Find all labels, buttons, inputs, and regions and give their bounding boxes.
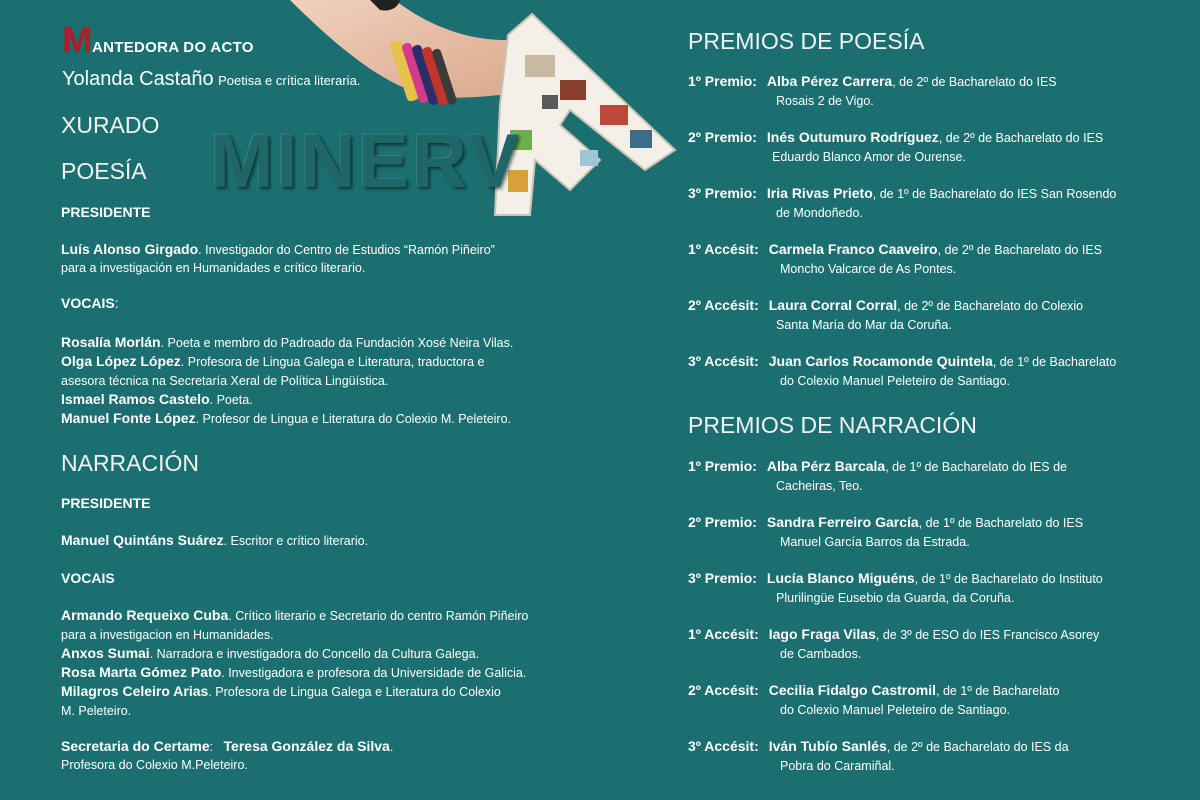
narration-president-desc: . Escritor e crítico literario.: [223, 534, 369, 548]
prize-winner-school-line2: Cacheiras, Teo.: [776, 479, 863, 493]
list-item: Anxos Sumai. Narradora e investigadora do Concello da Cultura Galega.: [61, 645, 480, 661]
narration-jury-heading: NARRACIÓN: [61, 450, 200, 476]
minerva-logo: MINERV: [210, 119, 523, 204]
narration-vocals-label: VOCAIS: [61, 570, 115, 586]
list-item: Manuel Fonte López. Profesor de Lingua e Literatura do Colexio M. Peleteiro.: [61, 410, 512, 426]
poetry-vocals-label-row: [61, 295, 119, 313]
secretary-dot: .: [389, 740, 394, 754]
prize-label: 2º Accésit:: [688, 682, 759, 698]
poetry-president-label: PRESIDENTE: [61, 204, 151, 220]
list-item: Milagros Celeiro Arias. Profesora de Lingua Galega e Literatura do Colexio: [61, 683, 501, 699]
list-item: [688, 625, 1168, 664]
prize-winner-school-line2: Rosais 2 de Vigo.: [776, 94, 874, 108]
prize-winner-name: Cecilia Fidalgo Castromil: [768, 682, 937, 698]
list-item: [688, 296, 1168, 335]
poetry-president: [61, 240, 581, 277]
secretary-desc: Profesora do Colexio M.Peleteiro.: [61, 758, 248, 772]
prize-winner-name: Alba Pérez Carrera: [766, 73, 893, 89]
poetry-jury-heading: POESÍA: [61, 158, 147, 184]
prize-winner-school: , de 1º de Bacharelato do IES: [918, 516, 1084, 530]
narration-president-label: PRESIDENTE: [61, 495, 151, 511]
prize-winner-school-line2: Moncho Valcarce de As Pontes.: [780, 262, 957, 276]
poetry-vocals-list: [61, 333, 601, 428]
prize-winner-school: , de 2º de Bacharelato do IES da: [886, 740, 1069, 754]
list-item: [688, 72, 1168, 111]
prize-winner-name: Inés Outumuro Rodríguez: [766, 129, 939, 145]
prize-winner-name: Sandra Ferreiro García: [766, 514, 919, 530]
prize-winner-school: , de 2º de Bacharelato do IES: [892, 75, 1057, 89]
prize-label: 2º Premio:: [688, 514, 757, 530]
host-title-rest: ANTEDORA DO ACTO: [92, 39, 254, 56]
prize-winner-school-line2: de Mondoñedo.: [776, 206, 863, 220]
secretary-sep: :: [209, 740, 224, 754]
host-desc: Poetisa e crítica literaria.: [218, 73, 361, 88]
prize-label: 3º Premio:: [688, 570, 757, 586]
host-title: [62, 19, 254, 60]
list-item: Rosa Marta Gómez Pato. Investigadora e profesora da Universidade de Galicia.: [61, 664, 527, 680]
list-item: para a investigacion en Humanidades.: [61, 628, 274, 642]
list-item: [688, 681, 1168, 720]
prize-winner-name: Carmela Franco Caaveiro: [768, 241, 938, 257]
prize-winner-school: , de 1º de Bacharelato do IES de: [885, 460, 1067, 474]
list-item: [688, 184, 1168, 223]
poetry-vocals-label: VOCAIS: [61, 295, 115, 311]
host-title-initial: M: [62, 19, 92, 60]
host-name: Yolanda Castaño: [62, 68, 214, 90]
prize-label: 3º Accésit:: [688, 353, 759, 369]
list-item: Olga López López. Profesora de Lingua Galega e Literatura, traductora e: [61, 353, 485, 369]
list-item: [688, 240, 1168, 279]
narration-president-name: Manuel Quintáns Suárez: [61, 532, 224, 548]
prize-winner-school-line2: de Cambados.: [780, 647, 862, 661]
secretary-block: [61, 737, 601, 774]
prize-label: 1º Accésit:: [688, 241, 759, 257]
prize-label: 1º Premio:: [688, 73, 757, 89]
jury-heading: XURADO: [61, 112, 160, 138]
prize-label: 2º Accésit:: [688, 297, 759, 313]
list-item: [688, 569, 1168, 608]
prize-winner-name: Iván Tubío Sanlés: [768, 738, 887, 754]
list-item: [688, 737, 1168, 776]
poetry-prizes-heading: PREMIOS DE POESÍA: [688, 28, 925, 54]
poetry-president-name: Luís Alonso Girgado: [61, 241, 199, 257]
poetry-president-desc: . Investigador do Centro de Estudios “Ramón Piñeiro”: [198, 243, 495, 257]
prize-winner-school: , de 1º de Bacharelato do Instituto: [914, 572, 1103, 586]
list-item: [688, 513, 1168, 552]
narration-vocals-list: [61, 606, 601, 720]
list-item: Rosalía Morlán. Poeta e membro do Padroado da Fundación Xosé Neira Vilas.: [61, 334, 514, 350]
prize-label: 1º Accésit:: [688, 626, 759, 642]
narration-prizes-heading: PREMIOS DE NARRACIÓN: [688, 412, 977, 438]
list-item: [688, 128, 1168, 167]
host-line: [62, 68, 360, 91]
list-item: [688, 457, 1168, 496]
prize-winner-school-line2: Santa María do Mar da Coruña.: [776, 318, 952, 332]
prize-winner-school: , de 2º de Bacharelato do IES: [938, 131, 1104, 145]
secretary-label: Secretaria do Certame: [61, 738, 210, 754]
prize-label: 3º Accésit:: [688, 738, 759, 754]
prize-label: 2º Premio:: [688, 129, 757, 145]
prize-winner-school-line2: Pobra do Caramiñal.: [780, 759, 895, 773]
prize-winner-school-line2: Eduardo Blanco Amor de Ourense.: [772, 150, 966, 164]
prize-winner-name: Alba Pérz Barcala: [766, 458, 886, 474]
prize-winner-school: , de 1º de Bacharelato: [992, 355, 1117, 369]
list-item: [688, 352, 1168, 391]
prize-winner-school-line2: Plurilingüe Eusebio da Guarda, da Coruña.: [776, 591, 1015, 605]
prize-winner-name: Iria Rivas Prieto: [766, 185, 873, 201]
prize-winner-school-line2: Manuel García Barros da Estrada.: [780, 535, 970, 549]
prize-winner-school-line2: do Colexio Manuel Peleteiro de Santiago.: [780, 374, 1011, 388]
prize-winner-school: , de 3º de ESO do IES Francisco Asorey: [875, 628, 1100, 642]
list-item: Armando Requeixo Cuba. Crítico literario e Secretario do centro Ramón Piñeiro: [61, 607, 529, 623]
prize-label: 3º Premio:: [688, 185, 757, 201]
prize-winner-school: , de 2º de Bacharelato do IES: [937, 243, 1103, 257]
prize-winner-name: Laura Corral Corral: [768, 297, 898, 313]
poetry-vocals-suffix: :: [114, 295, 119, 311]
prize-winner-school: , de 2º de Bacharelato do Colexio: [897, 299, 1084, 313]
prize-winner-school: , de 1º de Bacharelato: [936, 684, 1060, 698]
prize-label: 1º Premio:: [688, 458, 757, 474]
list-item: M. Peleteiro.: [61, 704, 132, 718]
secretary-name: Teresa González da Silva: [223, 738, 390, 754]
prize-winner-school: , de 1º de Bacharelato do IES San Rosendo: [872, 187, 1117, 201]
prize-winner-school-line2: do Colexio Manuel Peleteiro de Santiago.: [780, 703, 1011, 717]
list-item: asesora técnica na Secretaría Xeral de Política Lingüística.: [61, 374, 389, 388]
prize-winner-name: Iago Fraga Vilas: [768, 626, 876, 642]
poetry-president-desc-2: para a investigación en Humanidades e crítico literario.: [61, 261, 366, 275]
narration-president: [61, 531, 368, 550]
list-item: Ismael Ramos Castelo. Poeta.: [61, 391, 253, 407]
prize-winner-name: Juan Carlos Rocamonde Quintela: [768, 353, 993, 369]
prize-winner-name: Lucía Blanco Miguéns: [766, 570, 915, 586]
